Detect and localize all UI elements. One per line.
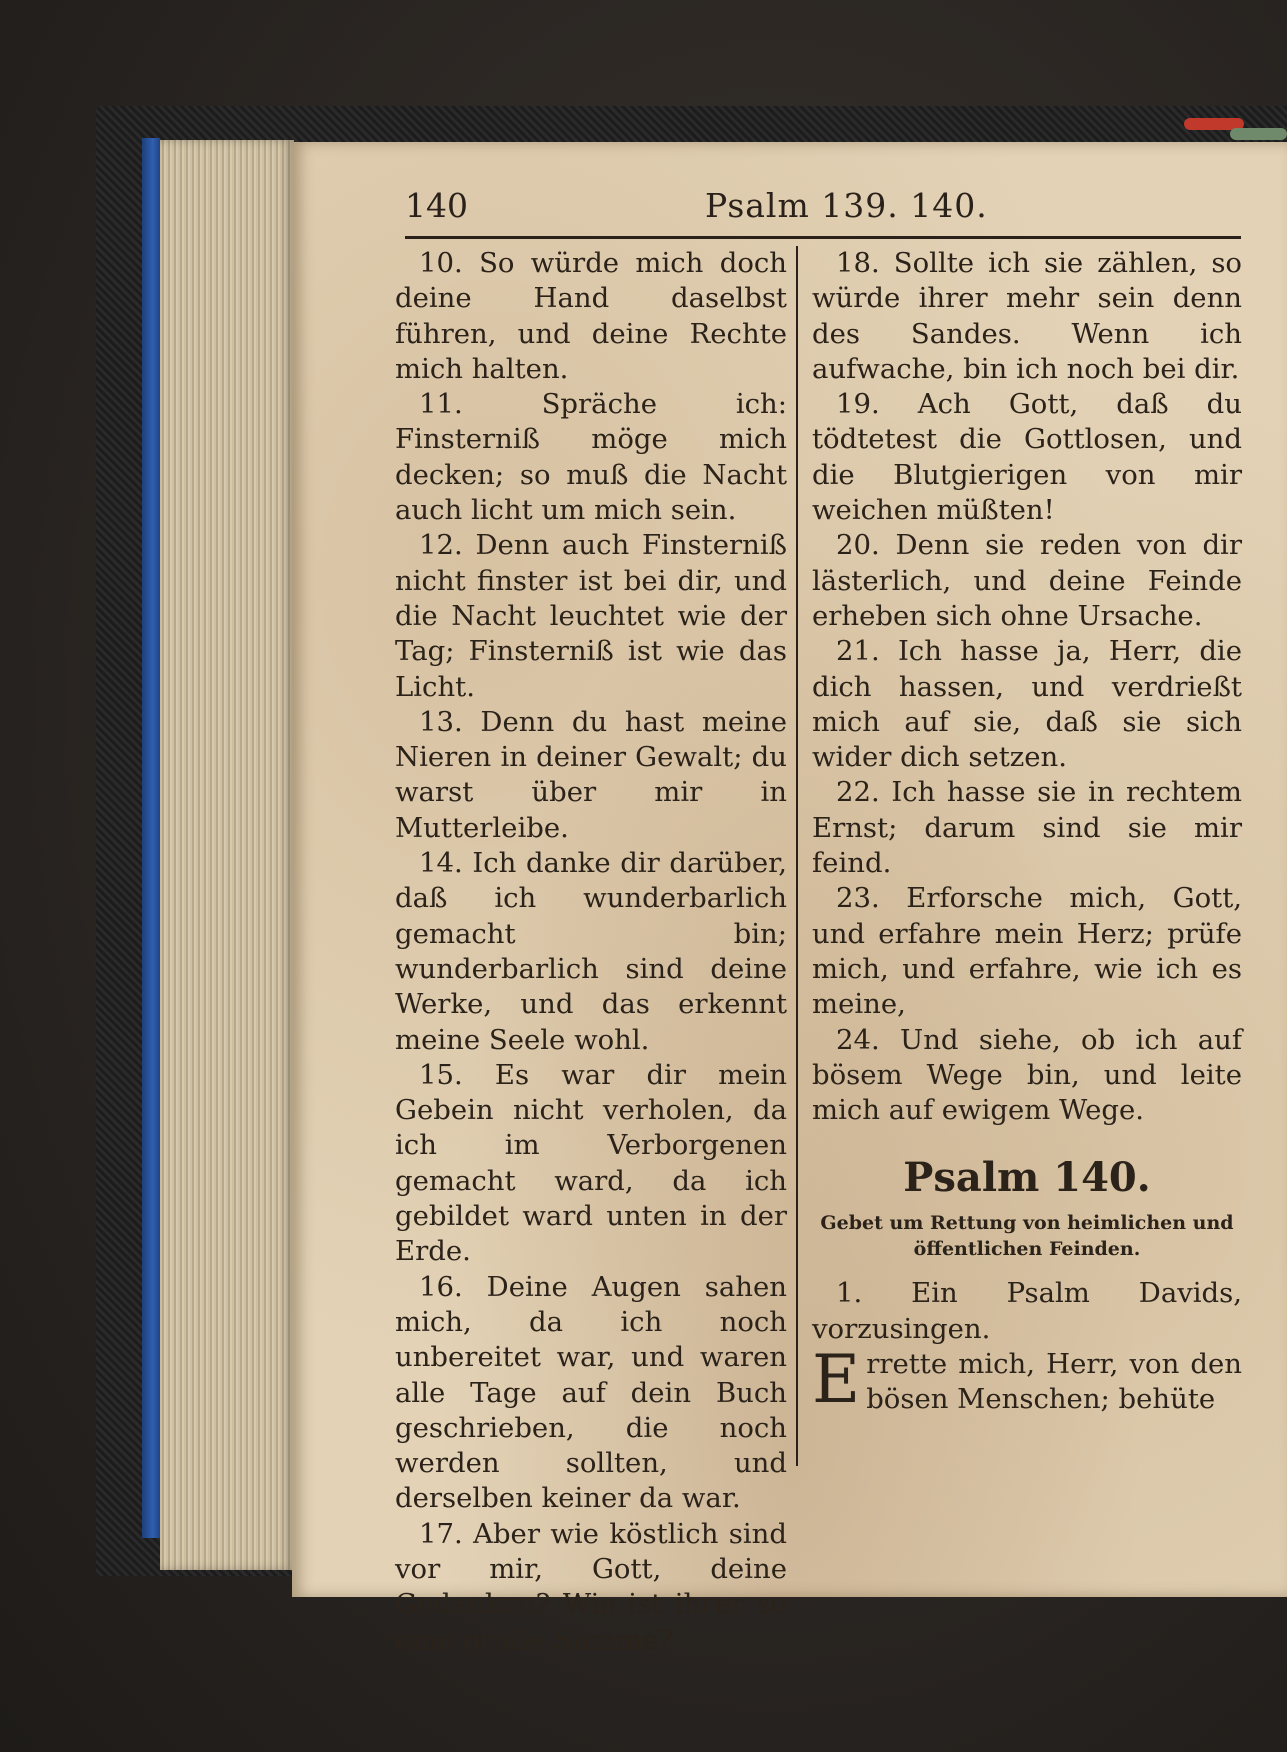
psalm-140-verse-2-text: rrette mich, Herr, von den bösen Menschen; behüte [866,1348,1242,1416]
verse-13: 13. Denn du hast meine Nieren in deiner Gewalt; du warst über mir in Mutterleibe. [395,705,787,844]
verse-15: 15. Es war dir mein Gebein nicht verholen, da ich im Verborgenen gemacht ward, da ich gebildet ward unten in der Erde. [395,1058,787,1268]
bookmark-ribbon-green [1230,128,1287,140]
column-divider [796,246,798,1466]
verse-12: 12. Denn auch Finsterniß nicht finster ist bei dir, und die Nacht leuchtet wie der Tag; Finsterniß ist wie das Licht. [395,529,787,703]
psalm-title: Psalm 140. [903,1154,1151,1202]
left-column [395,246,787,1658]
verse-14: 14. Ich danke dir darüber, daß ich wunderbarlich gemacht bin; wunderbarlich sind deine Werke, und das erkennt meine Seele wohl. [395,847,787,1056]
running-title: Psalm 139. 140. [705,186,988,225]
bookmark-ribbons [1150,100,1287,160]
page-stack-edge [160,140,294,1570]
verse-11: 11. Spräche ich: Finsterniß möge mich decken; so muß die Nacht auch licht um mich sein. [395,388,787,527]
verse-17: 17. Aber wie köstlich sind vor mir, Gott, deine Gedanken? Wie ist ihrer so eine große Summe? [395,1517,787,1656]
verse-21: 21. Ich hasse ja, Herr, die dich hassen, und verdrießt mich auf sie, daß sie sich wider dich setzen. [812,635,1242,774]
verse-24: 24. Und siehe, ob ich auf bösem Wege bin, und leite mich auf ewigem Wege. [812,1023,1242,1127]
verse-10: 10. So würde mich doch deine Hand daselbst führen, und deine Rechte mich halten. [395,247,787,385]
psalm-subtitle: Gebet um Rettung von heimlichen und öffentlichen Feinden. [820,1212,1234,1261]
running-header [405,186,1235,226]
verse-23: 23. Erforsche mich, Gott, und erfahre mein Herz; prüfe mich, und erfahre, wie ich es meine, [812,882,1242,1021]
page-number: 140 [405,186,468,225]
verse-18: 18. Sollte ich sie zählen, so würde ihrer mehr sein denn des Sandes. Wenn ich aufwache, bin ich noch bei dir. [812,247,1242,385]
psalm-140-verse-2 [812,1341,1242,1419]
psalm-140-verse-1: 1. Ein Psalm Davids, vorzusingen. [812,1277,1242,1345]
drop-cap: E [812,1341,861,1419]
verse-19: 19. Ach Gott, daß du tödtetest die Gottlosen, und die Blutgierigen von mir weichen müßten! [812,388,1242,527]
header-rule [405,236,1241,239]
right-column [812,246,1242,1418]
verse-22: 22. Ich hasse sie in rechtem Ernst; darum sind sie mir feind. [812,776,1242,880]
verse-20: 20. Denn sie reden von dir lästerlich, und deine Feinde erheben sich ohne Ursache. [812,529,1242,632]
blue-page-edge [142,138,160,1538]
verse-16: 16. Deine Augen sahen mich, da ich noch unbereitet war, und waren alle Tage auf dein Buch geschrieben, die noch werden sollten, und derselben keiner da war. [395,1270,787,1515]
